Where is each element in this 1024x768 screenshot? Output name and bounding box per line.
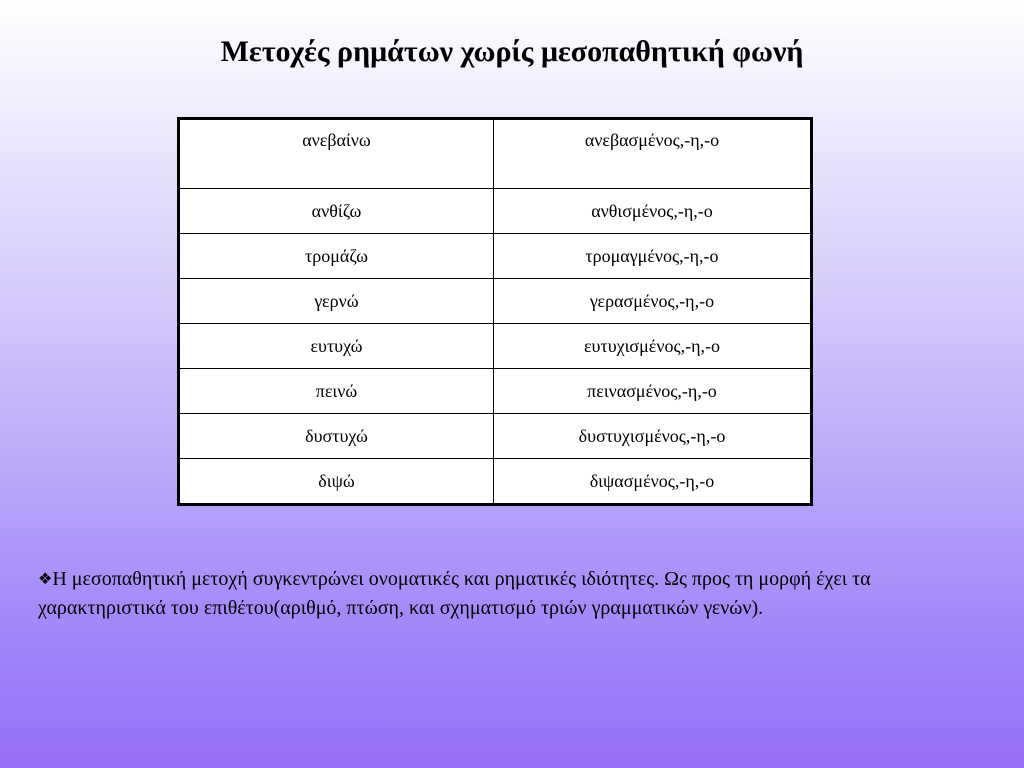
verb-cell: δυστυχώ <box>179 414 494 459</box>
participle-cell: γερασμένος,-η,-ο <box>494 279 812 324</box>
table-row <box>179 234 812 279</box>
table-row <box>179 414 812 459</box>
table-row <box>179 369 812 414</box>
table-row <box>179 279 812 324</box>
participle-cell: ευτυχισμένος,-η,-ο <box>494 324 812 369</box>
slide-title: Μετοχές ρημάτων χωρίς μεσοπαθητική φωνή <box>220 35 804 68</box>
verb-cell: τρομάζω <box>179 234 494 279</box>
note-text: Η μεσοπαθητική μετοχή συγκεντρώνει ονοματικές και ρηματικές ιδιότητες. Ως προς τη μορφή έχει τα χαρακτηριστικά του επιθέτου(αριθμό, πτώση, και σχηματισμό τριών γραμματικών γενών). <box>38 568 871 619</box>
table-row <box>179 324 812 369</box>
participles-table <box>177 117 813 506</box>
participles-table-container <box>177 117 813 506</box>
verb-cell: γερνώ <box>179 279 494 324</box>
participle-cell: διψασμένος,-η,-ο <box>494 459 812 505</box>
verb-cell: διψώ <box>179 459 494 505</box>
participle-cell: ανθισμένος,-η,-ο <box>494 189 812 234</box>
table-row <box>179 119 812 189</box>
participle-cell: ανεβασμένος,-η,-ο <box>494 119 812 189</box>
participle-cell: πεινασμένος,-η,-ο <box>494 369 812 414</box>
table-row <box>179 189 812 234</box>
participle-cell: τρομαγμένος,-η,-ο <box>494 234 812 279</box>
table-row <box>179 459 812 505</box>
verb-cell: ανεβαίνω <box>179 119 494 189</box>
verb-cell: ανθίζω <box>179 189 494 234</box>
verb-cell: ευτυχώ <box>179 324 494 369</box>
diamond-bullet-icon: ❖ <box>38 571 53 588</box>
participle-cell: δυστυχισμένος,-η,-ο <box>494 414 812 459</box>
note-paragraph <box>38 565 983 623</box>
verb-cell: πεινώ <box>179 369 494 414</box>
